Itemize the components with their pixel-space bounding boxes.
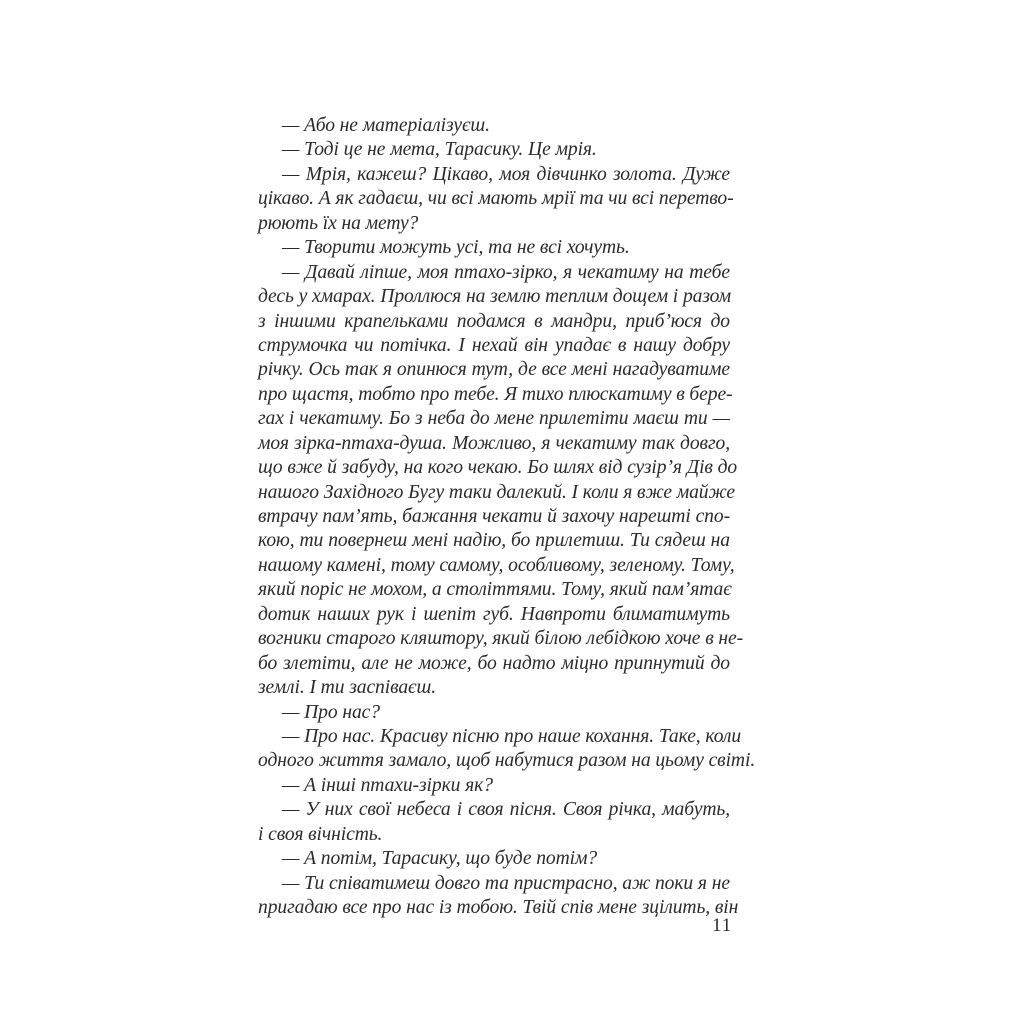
text-line: — Мрія, кажеш? Цікаво, моя дівчинко золота. Дуже	[282, 163, 730, 185]
text-line: — Творити можуть усі, та не всі хочуть.	[282, 237, 630, 259]
text-line: — А інші птахи-зірки як?	[282, 774, 493, 796]
text-line: рюють їх на мету?	[258, 212, 419, 234]
text-line: річку. Ось так я опинюся тут, де все мені нагадуватиме	[258, 359, 730, 381]
text-line: нашому камені, тому самому, особливому, зеленому. Тому,	[258, 554, 735, 576]
text-line: землі. І ти заспіваєш.	[258, 677, 436, 699]
text-line: про щастя, тобто про тебе. Я тихо плюскатиму в бере-	[258, 383, 733, 405]
text-line: дотик наших рук і шепіт губ. Навпроти блиматимуть	[258, 603, 730, 625]
text-line: кою, ти повернеш мені надію, бо прилетиш. Ти сядеш на	[258, 530, 730, 552]
text-line: струмочка чи потічка. І нехай він упадає в нашу добру	[258, 334, 730, 356]
text-line: — А потім, Тарасику, що буде потім?	[282, 848, 598, 870]
text-line: — Про нас. Красиву пісню про наше кохання. Таке, коли	[282, 725, 742, 747]
text-line: що вже й забуду, на кого чекаю. Бо шлях від сузір’я Дів до	[258, 457, 738, 479]
text-line: одного життя замало, щоб набутися разом на цьому світі.	[258, 750, 756, 772]
text-line: пригадаю все про нас із тобою. Твій спів мене зцілить, він	[258, 897, 739, 918]
text-line: бо злетіти, але не може, бо надто міцно припнутий до	[258, 652, 730, 674]
text-line: — У них свої небеса і своя пісня. Своя річка, мабуть,	[282, 799, 730, 821]
text-line: — Або не матеріалізуєш.	[282, 115, 490, 136]
text-line: втрачу пам’ять, бажання чекати й захочу нарешті спо-	[258, 506, 730, 527]
text-line: нашого Західного Бугу таки далекий. І коли я вже майже	[258, 481, 735, 503]
text-line: — Ти співатимеш довго та пристрасно, аж поки я не	[282, 872, 730, 894]
page-body-text	[258, 114, 756, 920]
text-line: і своя вічність.	[258, 823, 383, 845]
text-line: десь у хмарах. Проллюся на землю теплим дощем і разом	[258, 286, 731, 308]
text-line: — Про нас?	[282, 701, 380, 723]
text-line: цікаво. А як гадаєш, чи всі мають мрії та чи всі перетво-	[258, 188, 734, 210]
text-line: вогники старого кляштору, який білою лебідкою хоче в не-	[258, 628, 744, 650]
text-line: моя зірка-птаха-душа. Можливо, я чекатиму так довго,	[258, 432, 730, 454]
text-line: — Давай ліпше, моя птахо-зірко, я чекатиму на тебе	[282, 261, 730, 283]
page-number: 11	[712, 915, 733, 936]
text-line: який поріс не мохом, а століттями. Тому, який пам’ятає	[258, 579, 732, 601]
text-line: гах і чекатиму. Бо з неба до мене прилетіти маєш ти —	[258, 408, 730, 430]
text-line: з іншими крапельками подамся в мандри, приб’юся до	[258, 310, 730, 332]
text-line: — Тоді це не мета, Тарасику. Це мрія.	[282, 139, 597, 161]
